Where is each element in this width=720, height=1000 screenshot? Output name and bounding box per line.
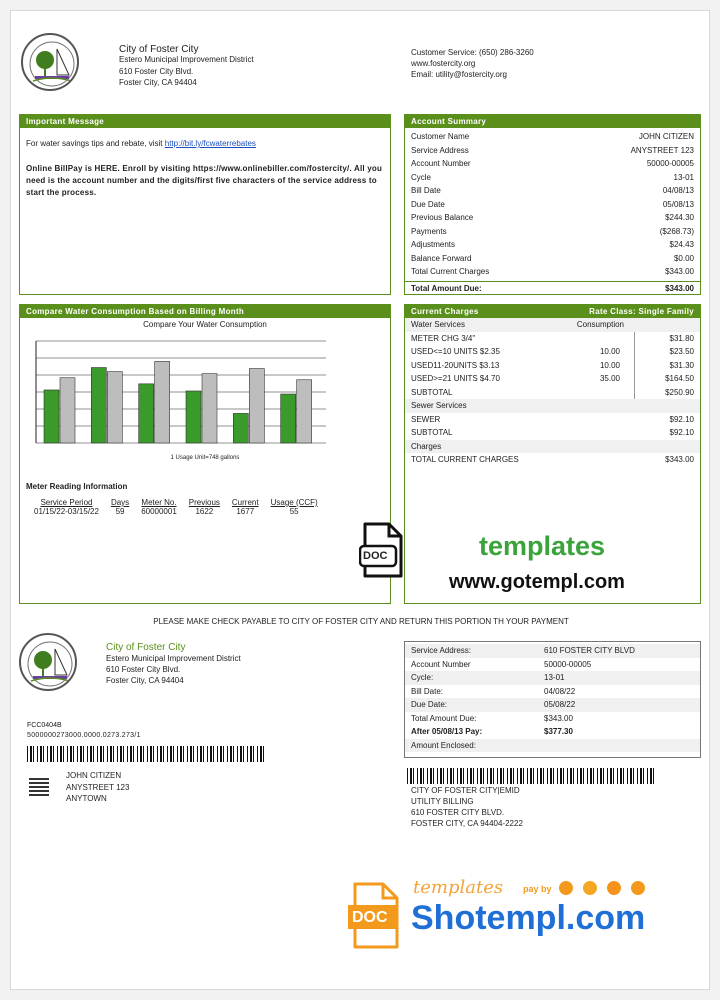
shop-brand: Shotempl.com [411,899,646,937]
charge-line-label: USED<=10 UNITS $2.35 [411,347,500,356]
stub-summary-panel [404,641,701,758]
current-usage-bar [281,394,296,443]
amount-enclosed-row [405,739,700,753]
water-services-label: Water Services [411,320,465,329]
charge-line-amount: $164.50 [634,372,694,386]
payment-card-icon [559,881,573,895]
account-summary-row [405,211,700,225]
remit-instruction: PLEASE MAKE CHECK PAYABLE TO CITY OF FOSTER CITY AND RETURN THIS PORTION TH YOUR PAYMENT [153,617,569,626]
charge-line [405,345,700,359]
charge-line-amount: $31.30 [634,359,694,373]
charge-line-qty: 35.00 [599,374,620,383]
remit-line-2: UTILITY BILLING [411,797,474,806]
account-summary-label: Bill Date [411,186,441,195]
meter-data-cell: 1622 [195,507,214,516]
stub-row-value: 04/08/22 [544,686,576,696]
sewer-line [405,426,700,440]
website-link[interactable]: www.fostercity.org [411,59,476,68]
account-summary-label: Account Number [411,159,471,168]
district-name: Estero Municipal Improvement District [119,55,254,64]
remit-line-1: CITY OF FOSTER CITY|EMID [411,786,520,795]
stub-row-label: Total Amount Due: [411,713,477,723]
total-current-charges-label: TOTAL CURRENT CHARGES [411,455,519,464]
sewer-services-label: Sewer Services [411,401,467,410]
account-summary-value: 05/08/13 [662,199,694,209]
watermark-brand: templates [479,531,606,561]
chart-footnote: 1 Usage Unit=748 gallons [170,455,240,461]
sewer-line-amount: $92.10 [669,428,694,437]
city-seal-logo [21,33,79,91]
total-amount-due-row [405,281,700,296]
account-summary-label: Balance Forward [411,253,472,263]
account-summary-row [405,238,700,252]
stub-city-seal-logo [19,633,77,691]
sewer-line-label: SEWER [411,414,441,424]
qr-code [29,776,49,796]
consumption-bar-chart [30,335,330,450]
important-message-panel [19,114,391,295]
stub-row-value: 50000-00005 [544,659,592,669]
account-summary-row [405,184,700,198]
meter-header-cell: Usage (CCF) [270,498,318,507]
stub-summary-row [405,644,700,658]
stub-summary-row [405,658,700,672]
account-summary-value: 13-01 [673,172,694,182]
current-usage-bar [139,384,154,443]
charge-line-qty [560,332,620,346]
stub-city-name: City of Foster City [106,642,186,653]
total-current-charges-value: $343.00 [665,455,694,464]
customer-service-phone: Customer Service: (650) 286-3260 [411,48,534,57]
stub-code-2: 5000000273000.0000.0273.273/1 [27,732,141,739]
sewer-line-label: SUBTOTAL [411,428,453,437]
charge-line-qty [560,386,620,400]
remit-line-3: 610 FOSTER CITY BLVD. [411,808,505,817]
email-link[interactable]: Email: utility@fostercity.org [411,70,507,79]
prior-usage-bar [297,380,312,443]
watermark-url: www.gotempl.com [449,571,625,593]
total-current-charges-row [405,453,700,467]
stub-address-line1: 610 Foster City Blvd. [106,665,181,674]
stub-row-value: 13-01 [544,673,565,682]
charge-line-label: METER CHG 3/4" [411,333,476,343]
meter-data-cell: 60000001 [141,507,177,516]
charge-line-qty: 10.00 [599,347,620,356]
account-summary-value: $244.30 [665,213,694,222]
customer-town: ANYTOWN [66,794,107,803]
meter-data-cell: 59 [115,507,125,516]
account-summary-label: Customer Name [411,132,470,141]
charges-label: Charges [411,441,442,451]
sewer-line-amount: $92.10 [669,414,694,424]
stub-code-1: FCC0404B [27,722,62,729]
meter-header-row [28,498,324,507]
stub-row-value: $343.00 [544,713,573,723]
prior-usage-bar [107,372,122,443]
account-summary-label: Total Current Charges [411,267,490,276]
current-usage-bar [91,368,106,443]
stub-summary-rows [405,642,700,725]
sewer-services-header [405,399,700,413]
stub-row-label: Due Date: [411,700,448,709]
meter-reading-table [28,498,324,516]
current-usage-bar [186,391,201,443]
account-summary-value: 04/08/13 [662,186,694,195]
bitcoin-icon [607,881,621,895]
city-name: City of Foster City [119,44,199,55]
charge-line-label: USED11-20UNITS $3.13 [411,360,500,370]
charge-line-label: SUBTOTAL [411,387,453,397]
current-charges-header [405,305,700,318]
utility-bill-page [10,10,710,990]
stub-row-value: 610 FOSTER CITY BLVD [544,646,635,655]
account-summary-label: Due Date [411,199,445,209]
account-summary-label: Service Address [411,145,469,155]
account-summary-label: Payments [411,226,447,236]
total-amount-due-value: $343.00 [665,283,694,293]
compare-consumption-title: Compare Water Consumption Based on Billing Month [20,305,390,318]
account-summary-value: $24.43 [669,240,694,249]
water-tips-text: For water savings tips and rebate, visit [26,139,163,148]
account-summary-label: Cycle [411,172,432,182]
stub-summary-row [405,712,700,726]
account-summary-value: $343.00 [665,267,694,276]
meter-header-cell: Service Period [40,498,93,507]
account-summary-row [405,198,700,212]
stub-row-label: Service Address: [411,646,472,655]
account-summary-row [405,171,700,185]
account-summary-row [405,225,700,239]
city-address-line2: Foster City, CA 94404 [119,78,197,87]
total-amount-due-label: Total Amount Due: [411,283,482,293]
meter-data-cell: 01/15/22-03/15/22 [34,507,99,516]
doc-icon-label: DOC [363,550,388,562]
account-summary-value: JOHN CITIZEN [638,132,694,141]
amount-enclosed-field[interactable] [544,739,694,753]
account-summary-label: Previous Balance [411,213,474,222]
stub-row-value: 05/08/22 [544,700,576,709]
account-summary-panel [404,114,701,295]
stub-district: Estero Municipal Improvement District [106,654,241,663]
rate-class: Rate Class: Single Family [589,307,694,316]
account-summary-row [405,252,700,266]
stub-summary-row [405,685,700,699]
charge-line [405,372,700,386]
meter-data-row [28,507,324,516]
charge-line [405,386,700,400]
charge-line-amount: $250.90 [634,386,694,400]
shop-doc-icon [347,881,403,951]
after-due-label: After 05/08/13 Pay: [411,727,483,736]
sewer-line [405,413,700,427]
remit-barcode [407,768,657,784]
stub-row-label: Bill Date: [411,686,444,696]
charge-line-qty: 10.00 [599,360,620,370]
prior-usage-bar [60,378,75,443]
current-usage-bar [44,390,59,443]
meter-data-cell: 1677 [236,507,255,516]
current-charges-title: Current Charges [411,307,479,316]
account-summary-value: ANYSTREET 123 [630,145,694,155]
prior-usage-bar [202,374,217,443]
account-summary-title: Account Summary [405,115,700,128]
account-summary-row [405,265,700,279]
shop-doc-label: DOC [352,909,388,926]
meter-data-cell: 55 [289,507,299,516]
charge-line [405,359,700,373]
charge-line-amount: $31.80 [634,332,694,346]
paypal-icon [631,881,645,895]
account-summary-row [405,157,700,171]
payment-coin-icon [583,881,597,895]
chart-title: Compare Your Water Consumption [143,320,267,329]
meter-header-cell: Previous [188,498,220,507]
charge-line [405,332,700,346]
stub-row-label: Cycle: [411,673,434,682]
prior-usage-bar [155,361,170,443]
current-usage-bar [233,413,248,443]
stub-address-line2: Foster City, CA 94404 [106,676,184,685]
rebate-link[interactable]: http://bit.ly/fcwaterrebates [164,139,256,148]
customer-name: JOHN CITIZEN [66,771,122,780]
account-summary-label: Adjustments [411,240,456,249]
account-summary-value: 50000-00005 [646,159,694,168]
amount-enclosed-label: Amount Enclosed: [411,740,476,750]
charges-header [405,440,700,454]
after-due-row [405,725,700,739]
account-summary-row [405,130,700,144]
meter-header-cell: Meter No. [141,498,177,507]
meter-header-cell: Days [110,498,130,507]
stub-summary-row [405,671,700,685]
charge-line-label: USED>=21 UNITS $4.70 [411,374,500,383]
account-summary-row [405,144,700,158]
account-summary-value: ($268.73) [659,226,694,236]
prior-usage-bar [249,369,264,443]
account-summary-value: $0.00 [673,253,694,263]
account-summary-rows [405,128,700,279]
stub-barcode [27,746,267,762]
water-services-header [405,318,700,332]
compare-consumption-panel [19,304,391,604]
important-message-title: Important Message [20,115,390,128]
doc-file-icon [359,522,405,580]
charge-line-amount: $23.50 [634,345,694,359]
meter-reading-title: Meter Reading Information [26,482,128,491]
after-due-value: $377.30 [544,727,573,736]
customer-street: ANYSTREET 123 [66,783,130,792]
shop-templates-text: templates [413,877,504,898]
pay-by-label: pay by [523,884,552,894]
remit-line-4: FOSTER CITY, CA 94404-2222 [411,819,523,828]
city-address-line1: 610 Foster City Blvd. [119,67,194,76]
meter-header-cell: Current [231,498,259,507]
water-charge-lines [405,332,700,400]
stub-row-label: Account Number [411,659,471,669]
sewer-charge-lines [405,413,700,440]
billpay-message: Online BillPay is HERE. Enroll by visiting https://www.onlinebiller.com/fostercity/. All you need is the account number and the digits/first five characters of the service address to start the process. [26,164,383,197]
consumption-label: Consumption [576,320,624,329]
stub-summary-row [405,698,700,712]
